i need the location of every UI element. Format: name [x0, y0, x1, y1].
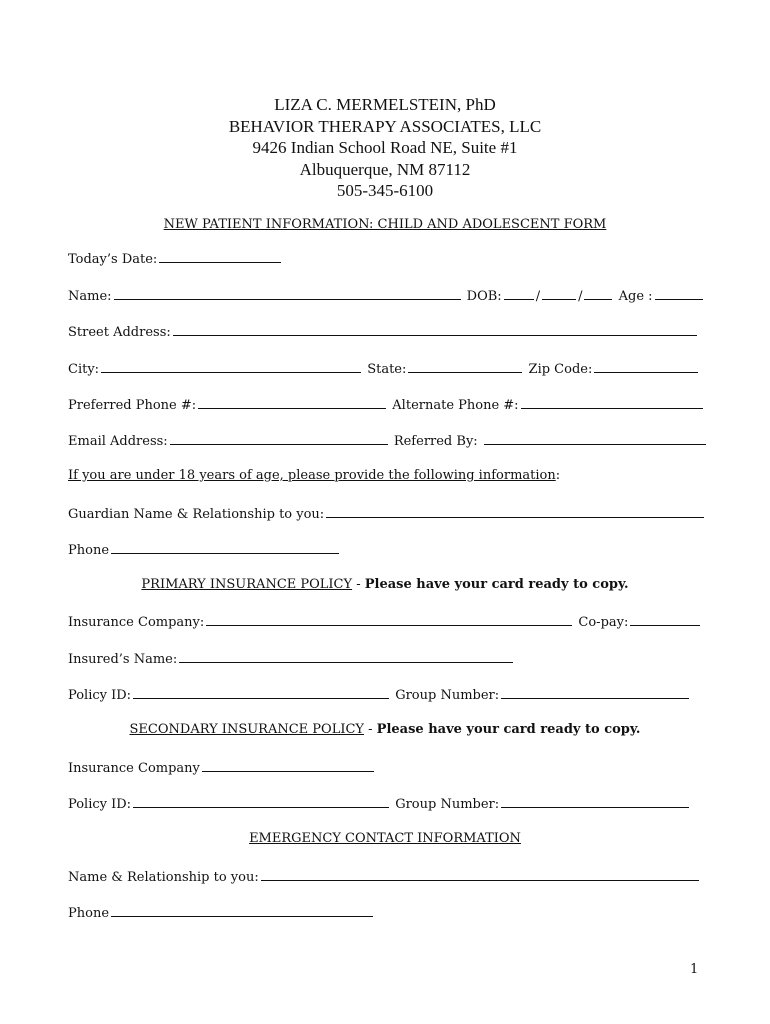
guardian-row [68, 505, 706, 523]
name-row: Name: DOB: / / Age : [68, 287, 705, 305]
secondary-group-field[interactable] [501, 795, 689, 808]
emergency-phone-field[interactable] [111, 904, 373, 917]
primary-policy-field[interactable] [133, 686, 389, 699]
page-number: 1 [690, 962, 699, 977]
primary-group-label: Group Number: [395, 688, 500, 703]
provider-name: LIZA C. MERMELSTEIN, PhD [274, 95, 496, 114]
city-field[interactable] [101, 360, 361, 373]
insured-name-row [68, 650, 515, 668]
emergency-name-label: Name & Relationship to you: [68, 870, 259, 885]
primary-company-label: Insurance Company: [68, 615, 205, 630]
emergency-phone-row [68, 904, 375, 922]
emergency-heading: EMERGENCY CONTACT INFORMATION [249, 831, 521, 846]
primary-policy-label: Policy ID: [68, 688, 132, 703]
primary-group-field[interactable] [501, 686, 689, 699]
secondary-insurance-heading [0, 722, 770, 740]
primary-company-row [68, 613, 702, 631]
street-field[interactable] [173, 323, 697, 336]
street-label: Street Address: [68, 325, 171, 340]
name-field[interactable] [114, 287, 461, 300]
guardian-field[interactable] [326, 505, 704, 518]
dob-label: DOB: [466, 289, 502, 304]
todays-date-field[interactable] [159, 250, 281, 263]
age-field[interactable] [655, 287, 703, 300]
under-18-text: If you are under 18 years of age, please provide the following information [68, 468, 556, 483]
primary-separator: - [352, 577, 365, 592]
city-label: City: [68, 362, 100, 377]
alternate-phone-label: Alternate Phone #: [392, 398, 519, 413]
insured-name-label: Insured’s Name: [68, 652, 178, 667]
emergency-name-field[interactable] [261, 868, 699, 881]
primary-policy-row [68, 686, 691, 704]
dob-day-field[interactable] [542, 287, 576, 300]
referred-by-label: Referred By: [393, 434, 478, 449]
zip-field[interactable] [594, 360, 698, 373]
todays-date-label: Today’s Date: [68, 252, 158, 267]
street-address: 9426 Indian School Road NE, Suite #1 [252, 138, 518, 157]
referred-by-field[interactable] [484, 432, 706, 445]
guardian-phone-field[interactable] [111, 541, 339, 554]
state-field[interactable] [408, 360, 522, 373]
secondary-insurance-title: SECONDARY INSURANCE POLICY [129, 722, 364, 737]
primary-insurance-heading [0, 577, 770, 595]
city-row [68, 360, 700, 378]
state-label: State: [367, 362, 407, 377]
email-row [68, 432, 708, 450]
secondary-policy-field[interactable] [133, 795, 389, 808]
alternate-phone-field[interactable] [521, 396, 703, 409]
secondary-policy-label: Policy ID: [68, 797, 132, 812]
primary-card-note: Please have your card ready to copy. [364, 577, 629, 592]
phone-row [68, 396, 705, 414]
dob-month-field[interactable] [504, 287, 534, 300]
copay-field[interactable] [630, 613, 700, 626]
preferred-phone-field[interactable] [198, 396, 386, 409]
emergency-phone-label: Phone [68, 906, 110, 921]
copay-label: Co-pay: [578, 615, 629, 630]
dob-year-field[interactable] [584, 287, 612, 300]
primary-insurance-title: PRIMARY INSURANCE POLICY [141, 577, 353, 592]
secondary-company-label: Insurance Company [68, 761, 200, 776]
under-18-notice [68, 468, 560, 486]
under-18-colon: : [555, 468, 561, 483]
guardian-phone-row [68, 541, 341, 559]
secondary-company-field[interactable] [202, 759, 374, 772]
form-title: NEW PATIENT INFORMATION: CHILD AND ADOLESCENT FORM [163, 217, 607, 232]
todays-date-row [68, 250, 283, 268]
guardian-label: Guardian Name & Relationship to you: [68, 507, 325, 522]
emergency-name-row [68, 868, 701, 886]
secondary-company-row [68, 759, 376, 777]
name-label: Name: [68, 289, 112, 304]
company-name: BEHAVIOR THERAPY ASSOCIATES, LLC [228, 116, 542, 136]
email-field[interactable] [170, 432, 388, 445]
letterhead [0, 94, 770, 202]
zip-label: Zip Code: [528, 362, 593, 377]
street-row [68, 323, 699, 341]
age-label: Age : [618, 289, 653, 304]
secondary-group-label: Group Number: [395, 797, 500, 812]
preferred-phone-label: Preferred Phone #: [68, 398, 197, 413]
office-phone: 505-345-6100 [336, 181, 434, 200]
city-state-zip: Albuquerque, NM 87112 [299, 159, 471, 179]
secondary-separator: - [364, 722, 377, 737]
secondary-card-note: Please have your card ready to copy. [376, 722, 641, 737]
email-label: Email Address: [68, 434, 168, 449]
insured-name-field[interactable] [179, 650, 513, 663]
guardian-phone-label: Phone [68, 543, 110, 558]
primary-company-field[interactable] [206, 613, 572, 626]
secondary-policy-row [68, 795, 691, 813]
